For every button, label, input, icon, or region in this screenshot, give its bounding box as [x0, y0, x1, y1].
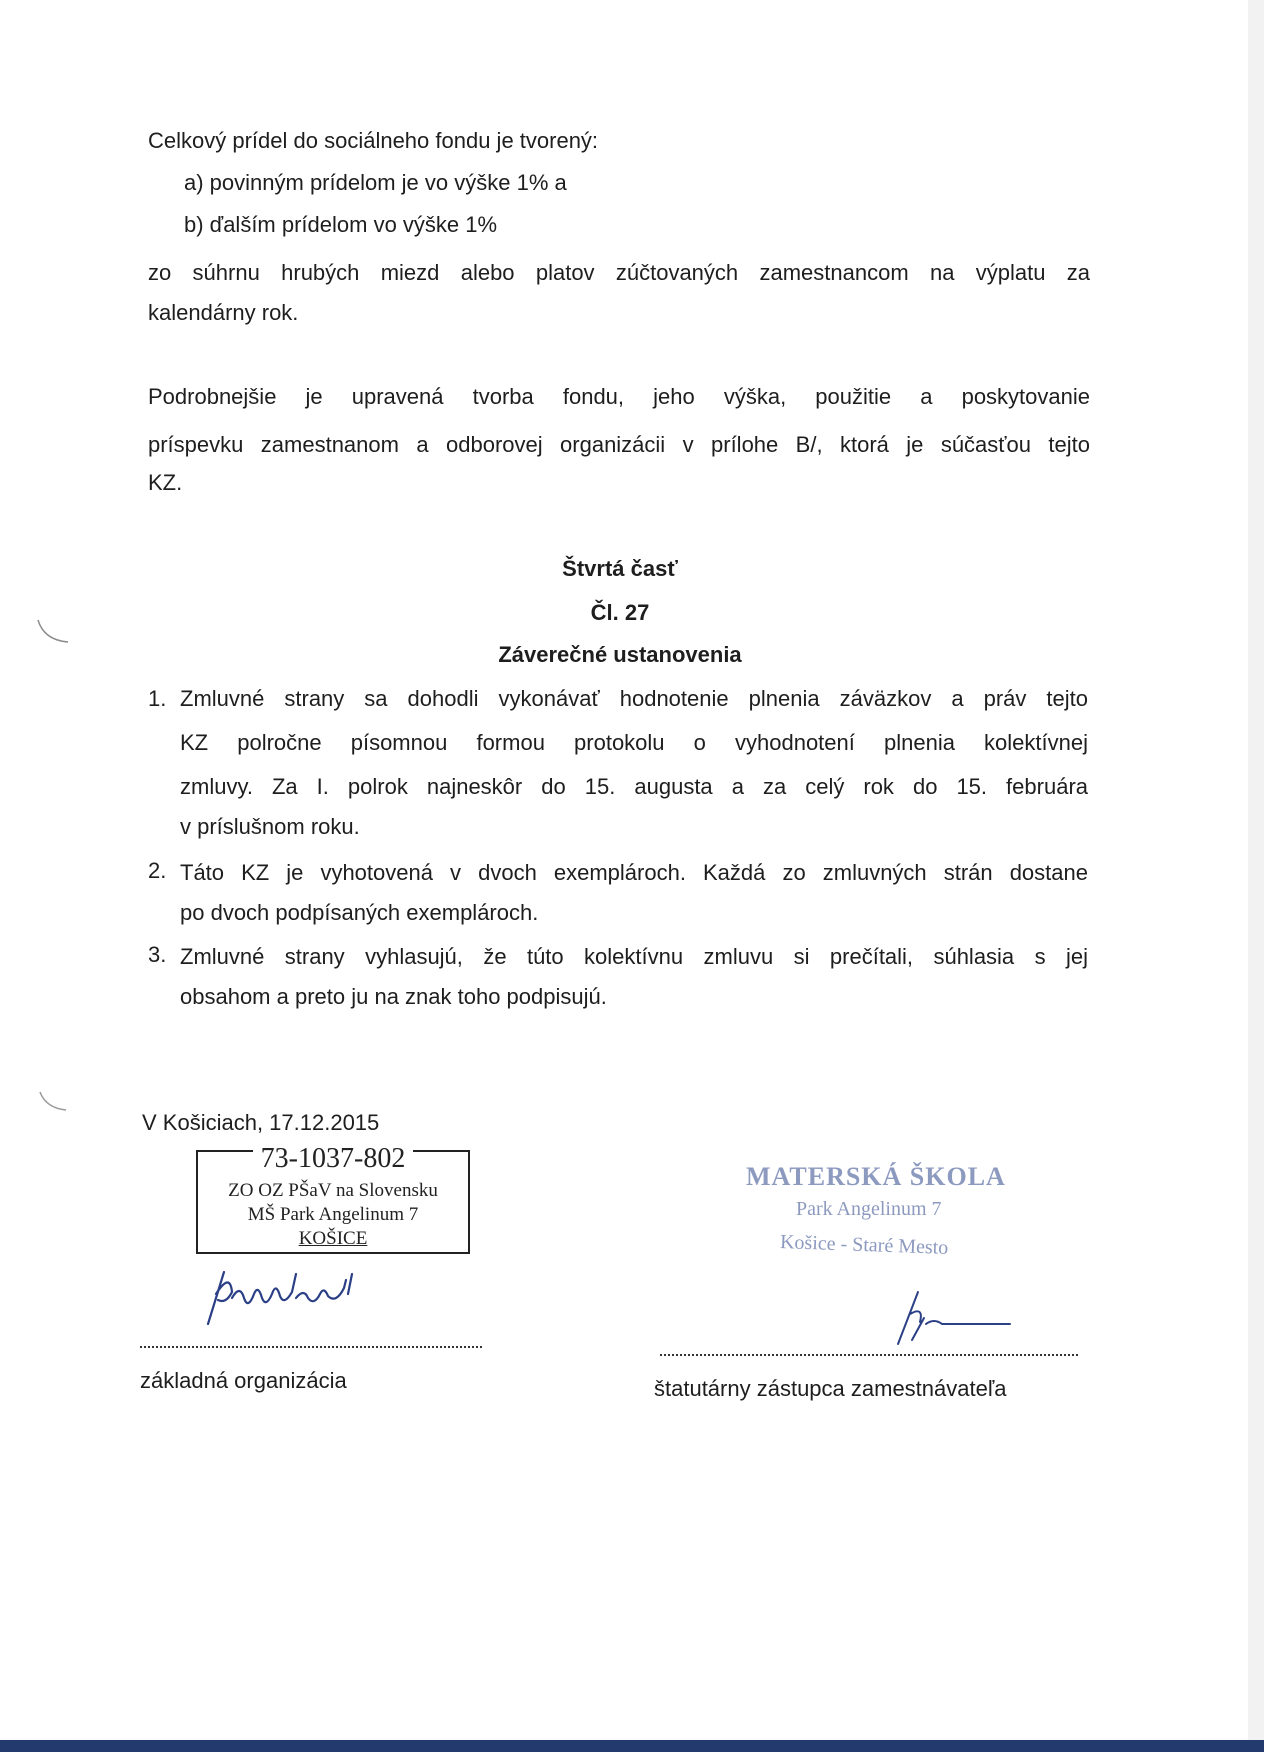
- signature-label-right: štatutárny zástupca zamestnávateľa: [654, 1376, 1007, 1401]
- provision-line: Táto KZ je vyhotovená v dvoch exemplároch. Každá zo zmluvných strán dostane: [180, 860, 1088, 885]
- list-item-b: b) ďalším prídelom vo výške 1%: [184, 212, 498, 237]
- scan-mark: [36, 618, 70, 646]
- provision-number: 3.: [148, 942, 167, 967]
- place-date: V Košiciach, 17.12.2015: [142, 1110, 380, 1135]
- union-stamp-number: [196, 1143, 470, 1175]
- detail-line: Podrobnejšie je upravená tvorba fondu, jeho výška, použitie a poskytovanie: [148, 384, 1090, 409]
- article-heading: Čl. 27: [590, 600, 650, 625]
- school-stamp-title: MATERSKÁ ŠKOLA: [746, 1162, 1006, 1191]
- provision-number: 2.: [148, 858, 167, 883]
- provision-line: po dvoch podpísaných exemplároch.: [180, 900, 539, 925]
- provision-number: 1.: [148, 686, 167, 711]
- list-item-a: a) povinným prídelom je vo výške 1% a: [184, 170, 567, 195]
- provision-line: Zmluvné strany vyhlasujú, že túto kolektívnu zmluvu si prečítali, súhlasia s jej: [180, 944, 1088, 969]
- employer-signature: [890, 1288, 1020, 1348]
- scan-mark: [38, 1090, 68, 1114]
- intro-line: kalendárny rok.: [148, 300, 299, 325]
- scan-bottom-edge: [0, 1740, 1264, 1752]
- school-stamp-address: Park Angelinum 7: [796, 1198, 942, 1220]
- section-title: Záverečné ustanovenia: [498, 642, 742, 667]
- intro-line: Celkový prídel do sociálneho fondu je tvorený:: [148, 128, 599, 153]
- union-stamp-line: KOŠICE: [298, 1228, 368, 1249]
- provision-line: Zmluvné strany sa dohodli vykonávať hodnotenie plnenia záväzkov a práv tejto: [180, 686, 1088, 711]
- union-stamp-line: ZO OZ PŠaV na Slovensku: [228, 1180, 438, 1201]
- signature-line-right: [660, 1354, 1078, 1356]
- detail-line: príspevku zamestnanom a odborovej organizácii v prílohe B/, ktorá je súčasťou tejto: [148, 432, 1090, 457]
- union-signature: [196, 1264, 386, 1336]
- detail-line: KZ.: [148, 470, 183, 495]
- signature-label-left: základná organizácia: [140, 1368, 347, 1393]
- part-heading: Štvrtá časť: [562, 556, 678, 581]
- union-stamp-line: MŠ Park Angelinum 7: [247, 1204, 419, 1225]
- stamp-number-text: 73-1037-802: [253, 1143, 414, 1174]
- provision-line: zmluvy. Za I. polrok najneskôr do 15. augusta a za celý rok do 15. februára: [180, 774, 1088, 799]
- provision-line: v príslušnom roku.: [180, 814, 360, 839]
- intro-line: zo súhrnu hrubých miezd alebo platov zúčtovaných zamestnancom na výplatu za: [148, 260, 1090, 285]
- signature-line-left: [140, 1346, 482, 1348]
- school-stamp-city: Košice - Staré Mesto: [779, 1231, 949, 1259]
- scan-edge: [1248, 0, 1264, 1752]
- provision-line: KZ polročne písomnou formou protokolu o vyhodnotení plnenia kolektívnej: [180, 730, 1088, 755]
- provision-line: obsahom a preto ju na znak toho podpisujú.: [180, 984, 607, 1009]
